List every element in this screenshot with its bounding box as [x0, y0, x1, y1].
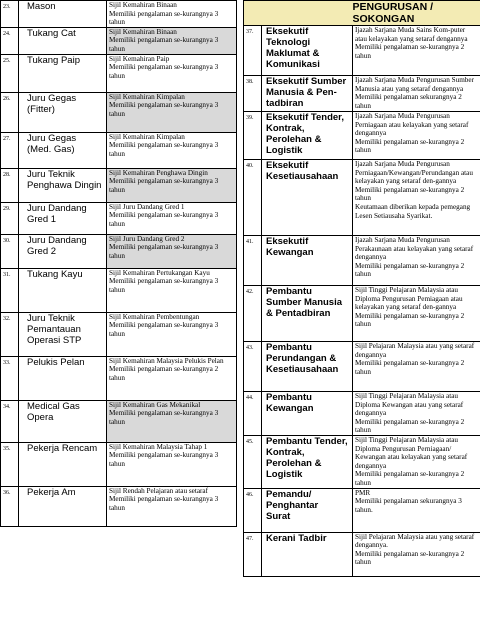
- job-title-line: Tukang Cat: [27, 27, 76, 39]
- row-number: 33.: [1, 356, 19, 400]
- row-number: 31.: [1, 268, 19, 312]
- job-title-cell: [262, 76, 353, 112]
- qualification-line: Memiliki pengalaman se-kurangnya 3 tahun: [109, 101, 219, 118]
- job-title-cell: [262, 532, 353, 576]
- row-number: 23.: [1, 1, 19, 28]
- qualification-cell: [353, 236, 480, 286]
- table-row: [244, 342, 480, 392]
- job-title-line: Juru Dandang: [27, 202, 87, 214]
- job-title-line: Kewangan: [266, 403, 314, 414]
- qualification-cell: [107, 486, 237, 526]
- qualification-cell: [353, 392, 480, 436]
- qualification-cell: [107, 27, 237, 54]
- qualification-line: Sijil Kemahiran Paip: [109, 54, 170, 63]
- qualification-line: Memiliki pengalaman se-kurangnya 3 tahun: [109, 277, 219, 294]
- qualification-cell: [107, 54, 237, 92]
- job-title-line: Mason: [27, 1, 56, 12]
- table-row: [244, 436, 480, 489]
- qualification-line: Memiliki pengalaman se-kurangnya 2 tahun: [355, 43, 465, 60]
- section-header-row: [244, 1, 480, 26]
- job-title-line: Pekerja Rencam: [27, 442, 98, 454]
- qualification-cell: [107, 312, 237, 356]
- table-row: [1, 356, 237, 400]
- job-title-line: Logistik: [266, 469, 303, 480]
- qualification-cell: [107, 442, 237, 486]
- table-row: [244, 160, 480, 236]
- qualification-line: Sijil Kemahiran Binaan: [109, 27, 177, 36]
- table-row: [1, 54, 237, 92]
- job-title-line: (Med. Gas): [27, 143, 75, 155]
- job-title-line: Juru Teknik: [27, 312, 75, 324]
- job-title-line: Opera: [27, 411, 54, 423]
- qualification-line: Keutamaan diberikan kepada pemegang Lesen Setiausaha Syarikat.: [355, 202, 471, 220]
- row-number: 44.: [244, 392, 262, 436]
- qualification-line: Memiliki pengalaman sekurangnya 3 tahun.: [355, 497, 462, 514]
- table-row: [1, 442, 237, 486]
- qualification-line: Sijil Kemahiran Binaan: [109, 1, 177, 9]
- qualification-cell: [353, 488, 480, 532]
- row-number: 42.: [244, 286, 262, 342]
- job-title-line: (Fitter): [27, 103, 55, 115]
- table-row: [244, 286, 480, 342]
- qualification-line: Memiliki pengalaman se-kurangnya 3 tahun: [109, 63, 219, 80]
- job-title-line: Gred 2: [27, 245, 57, 257]
- job-title-line: Eksekutif Sumber: [266, 76, 347, 87]
- job-title-cell: [19, 356, 107, 400]
- job-title-cell: [19, 132, 107, 168]
- job-title-cell: [262, 160, 353, 236]
- right-job-table: [243, 0, 480, 577]
- job-title-line: Penghawa Dingin: [27, 179, 102, 191]
- job-title-line: Manusia & Pen-: [266, 87, 337, 98]
- table-row: [1, 202, 237, 234]
- job-title-line: Perolehan &: [266, 458, 322, 469]
- qualification-line: Memiliki pengalaman se-kurangnya 2 tahun: [355, 417, 465, 435]
- qualification-line: Sijil Rendah Pelajaran atau setaraf: [109, 486, 208, 495]
- job-title-line: Logistik: [266, 145, 303, 156]
- job-title-line: Pelukis Pelan: [27, 356, 85, 368]
- qualification-line: Sijil Pelajaran Malaysia atau yang setaraf dengannya.: [355, 532, 475, 550]
- job-title-line: Eksekutif: [266, 236, 309, 247]
- row-number: 32.: [1, 312, 19, 356]
- job-title-cell: [262, 26, 353, 76]
- qualification-line: Memiliki pengalaman se-kurangnya 3 tahun: [109, 409, 219, 426]
- qualification-line: Sijil Kemahiran Pertukangan Kayu: [109, 268, 210, 277]
- qualification-line: PMR: [355, 488, 371, 497]
- job-title-line: Tukang Paip: [27, 54, 80, 66]
- qualification-line: Memiliki pengalaman se-kurangnya 3 tahun: [109, 9, 219, 27]
- job-title-line: Pemantauan: [27, 323, 81, 335]
- row-number: 24.: [1, 27, 19, 54]
- qualification-line: Memiliki pengalaman se-kurangnya 3 tahun: [109, 36, 219, 53]
- job-title-line: Juru Teknik: [27, 168, 75, 180]
- qualification-line: Sijil Tinggi Pelajaran Malaysia atau Diploma Pengurusan Perniagaan/ Kewangan atau kelayakan yang setaraf dengannya: [355, 436, 468, 470]
- row-number: 41.: [244, 236, 262, 286]
- qualification-cell: [353, 436, 480, 489]
- job-title-cell: [262, 236, 353, 286]
- qualification-line: Memiliki pengalaman se-kurangnya 2 tahun: [355, 185, 465, 203]
- job-title-line: Medical Gas: [27, 400, 80, 412]
- qualification-line: Sijil Kemahiran Malaysia Tahap 1: [109, 442, 208, 451]
- job-title-line: Pembantu: [266, 286, 312, 297]
- table-row: [1, 27, 237, 54]
- row-number: 25.: [1, 54, 19, 92]
- qualification-cell: [107, 234, 237, 268]
- table-row: [1, 400, 237, 442]
- row-number: 35.: [1, 442, 19, 486]
- table-row: [244, 76, 480, 112]
- qualification-cell: [353, 532, 480, 576]
- job-title-line: Teknologi: [266, 37, 311, 48]
- qualification-cell: [107, 168, 237, 202]
- job-title-line: Juru Gegas: [27, 132, 77, 144]
- row-number: 39.: [244, 112, 262, 160]
- row-number: 38.: [244, 76, 262, 112]
- row-number: 43.: [244, 342, 262, 392]
- qualification-line: Sijil Kemahiran Kimpalan: [109, 132, 185, 141]
- qualification-line: Memiliki pengalaman se-kurangnya 3 tahun: [109, 243, 219, 260]
- row-number: 30.: [1, 234, 19, 268]
- job-title-cell: [19, 442, 107, 486]
- job-title-cell: [262, 286, 353, 342]
- job-title-line: Kontrak,: [266, 123, 305, 134]
- qualification-line: Memiliki pengalaman se-kurangnya 3 tahun: [109, 141, 219, 158]
- qualification-line: Memiliki pengalaman se-kurangnya 2 tahun: [355, 359, 465, 376]
- job-title-line: tadbiran: [266, 98, 304, 109]
- table-row: [1, 486, 237, 526]
- job-title-cell: [262, 342, 353, 392]
- row-number: 34.: [1, 400, 19, 442]
- job-title-cell: [19, 312, 107, 356]
- job-title-cell: [19, 168, 107, 202]
- qualification-line: Memiliki pengalaman se-kurangnya 3 tahun: [109, 177, 219, 194]
- job-title-line: Kesetiausahaan: [266, 171, 339, 182]
- row-number: 45.: [244, 436, 262, 489]
- job-title-line: Pembantu Tender,: [266, 436, 348, 447]
- table-row: [1, 92, 237, 132]
- qualification-cell: [107, 132, 237, 168]
- job-title-line: Operasi STP: [27, 334, 82, 346]
- job-title-line: & Pentadbiran: [266, 308, 331, 319]
- qualification-cell: [353, 76, 480, 112]
- qualification-line: Ijazah Sarjana Muda Sains Kom-puter atau kelayakan yang setaraf dengannya: [355, 26, 468, 43]
- job-title-line: Penghantar: [266, 499, 319, 511]
- table-row: [1, 268, 237, 312]
- table-row: [1, 234, 237, 268]
- table-row: [244, 392, 480, 436]
- qualification-cell: [353, 286, 480, 342]
- job-title-cell: [19, 54, 107, 92]
- table-row: [1, 312, 237, 356]
- section-header: PENGURUSAN / SOKONGAN: [353, 1, 480, 26]
- qualification-cell: [353, 26, 480, 76]
- row-number: 37.: [244, 26, 262, 76]
- qualification-line: Sijil Juru Dandang Gred 2: [109, 234, 185, 243]
- qualification-cell: [107, 202, 237, 234]
- table-row: [244, 532, 480, 576]
- qualification-line: Sijil Kemahiran Kimpalan: [109, 92, 185, 101]
- row-number: 47.: [244, 532, 262, 576]
- row-number: 40.: [244, 160, 262, 236]
- qualification-line: Sijil Tinggi Pelajaran Malaysia atau Diploma Pengurusan Pemiagaan atau kelayakan yang setaraf den-gannya: [355, 286, 463, 312]
- job-title-cell: [19, 92, 107, 132]
- job-title-line: Eksekutif: [266, 160, 309, 171]
- table-row: [1, 1, 237, 28]
- qualification-cell: [107, 92, 237, 132]
- qualification-cell: [353, 112, 480, 160]
- qualification-line: Memiliki pengalaman se-kurangnya 2 tahun: [355, 261, 465, 279]
- job-title-cell: [19, 400, 107, 442]
- job-title-line: Pembantu: [266, 342, 312, 353]
- job-title-line: Sumber Manusia: [266, 297, 343, 308]
- qualification-line: Memiliki pengalaman se-kurangnya 2 tahun: [109, 365, 219, 382]
- qualification-line: Sijil Kemahiran Malaysia Pelukis Pelan: [109, 356, 224, 365]
- qualification-line: Ijazah Sarjana Muda Pengurusan Perniagaan/Kewangan/Perundangan atau kelayakan yang setaraf den-gannya: [355, 160, 473, 186]
- qualification-line: Memiliki pengalaman se-kurangnya 3 tahun: [109, 451, 219, 468]
- qualification-cell: [107, 356, 237, 400]
- qualification-line: Ijazah Sarjana Muda Pengurusan Perniagaan atau kelayakan yang setaraf dengannya: [355, 112, 469, 138]
- qualification-line: Sijil Kemahiran Gas Mekanikal: [109, 400, 201, 409]
- job-title-line: Kontrak,: [266, 447, 305, 458]
- job-title-cell: [262, 436, 353, 489]
- qualification-line: Sijil Kemahiran Pembentungan: [109, 312, 200, 321]
- job-title-cell: [19, 234, 107, 268]
- table-row: [1, 168, 237, 202]
- qualification-line: Memiliki pengalaman se-kurangnya 2 tahun: [355, 470, 465, 487]
- table-row: [1, 132, 237, 168]
- qualification-line: Sijil Tinggi Pelajaran Malaysia atau Diploma Kewangan atau yang setaraf dengannya: [355, 392, 464, 418]
- row-number: 36.: [1, 486, 19, 526]
- qualification-line: Memiliki pengalaman se-kurangnya 2 tahun: [355, 311, 465, 329]
- job-title-line: Eksekutif: [266, 26, 309, 37]
- row-number: 28.: [1, 168, 19, 202]
- row-number: 29.: [1, 202, 19, 234]
- job-title-line: Kerani Tadbir: [266, 532, 327, 544]
- job-title-line: Juru Dandang: [27, 234, 87, 246]
- row-number: 46.: [244, 488, 262, 532]
- job-title-line: Perolehan &: [266, 134, 322, 145]
- qualification-cell: [107, 268, 237, 312]
- row-number: 27.: [1, 132, 19, 168]
- qualification-cell: [107, 400, 237, 442]
- job-title-line: Surat: [266, 510, 291, 522]
- job-title-cell: [19, 486, 107, 526]
- job-title-line: Pekerja Am: [27, 486, 76, 498]
- job-title-cell: [262, 392, 353, 436]
- qualification-line: Memiliki pengalaman sekurangnya 2 tahun: [355, 93, 462, 110]
- job-title-line: Kewangan: [266, 247, 314, 258]
- job-title-line: Pembantu: [266, 392, 312, 403]
- qualification-line: Sijil Juru Dandang Gred 1: [109, 202, 185, 211]
- row-number: 26.: [1, 92, 19, 132]
- job-title-cell: [262, 488, 353, 532]
- job-title-cell: [19, 27, 107, 54]
- job-title-cell: [262, 112, 353, 160]
- qualification-line: Memiliki pengalaman se-kurangnya 2 tahun: [355, 549, 465, 567]
- table-row: [244, 236, 480, 286]
- table-row: [244, 488, 480, 532]
- job-title-line: Pemandu/: [266, 488, 312, 500]
- left-job-table: [0, 0, 237, 527]
- job-title-cell: [19, 1, 107, 28]
- qualification-line: Sijil Kemahiran Penghawa Dingin: [109, 168, 208, 177]
- qualification-line: Memiliki pengalaman se-kurangnya 3 tahun: [109, 211, 219, 228]
- qualification-cell: [353, 160, 480, 236]
- job-title-line: Perundangan &: [266, 353, 337, 364]
- table-row: [244, 26, 480, 76]
- qualification-line: Memiliki pengalaman se-kurangnya 3 tahun: [109, 321, 219, 338]
- qualification-line: Memiliki pengalaman se-kurangnya 2 tahun: [355, 137, 465, 155]
- qualification-line: Sijil Pelajaran Malaysia atau yang setaraf dengannya: [355, 342, 475, 359]
- job-title-line: Juru Gegas: [27, 92, 77, 104]
- job-title-cell: [19, 268, 107, 312]
- job-title-line: Eksekutif Tender,: [266, 112, 344, 123]
- job-title-line: Tukang Kayu: [27, 268, 83, 280]
- qualification-cell: [353, 342, 480, 392]
- job-title-line: Kesetiausahaan: [266, 364, 339, 375]
- qualification-cell: [107, 1, 237, 28]
- job-title-line: Gred 1: [27, 213, 57, 225]
- job-title-line: Komunikasi: [266, 59, 320, 70]
- qualification-line: Memiliki pengalaman se-kurangnya 3 tahun: [109, 495, 219, 512]
- qualification-line: Ijazah Sarjana Muda Pengurusan Perakaunaan atau kelayakan yang setaraf dengannya: [355, 236, 474, 262]
- job-title-cell: [19, 202, 107, 234]
- job-title-line: Maklumat &: [266, 48, 320, 59]
- qualification-line: Ijazah Sarjana Muda Pengurusan Sumber Manusia atau yang setaraf dengannya: [355, 76, 474, 93]
- table-row: [244, 112, 480, 160]
